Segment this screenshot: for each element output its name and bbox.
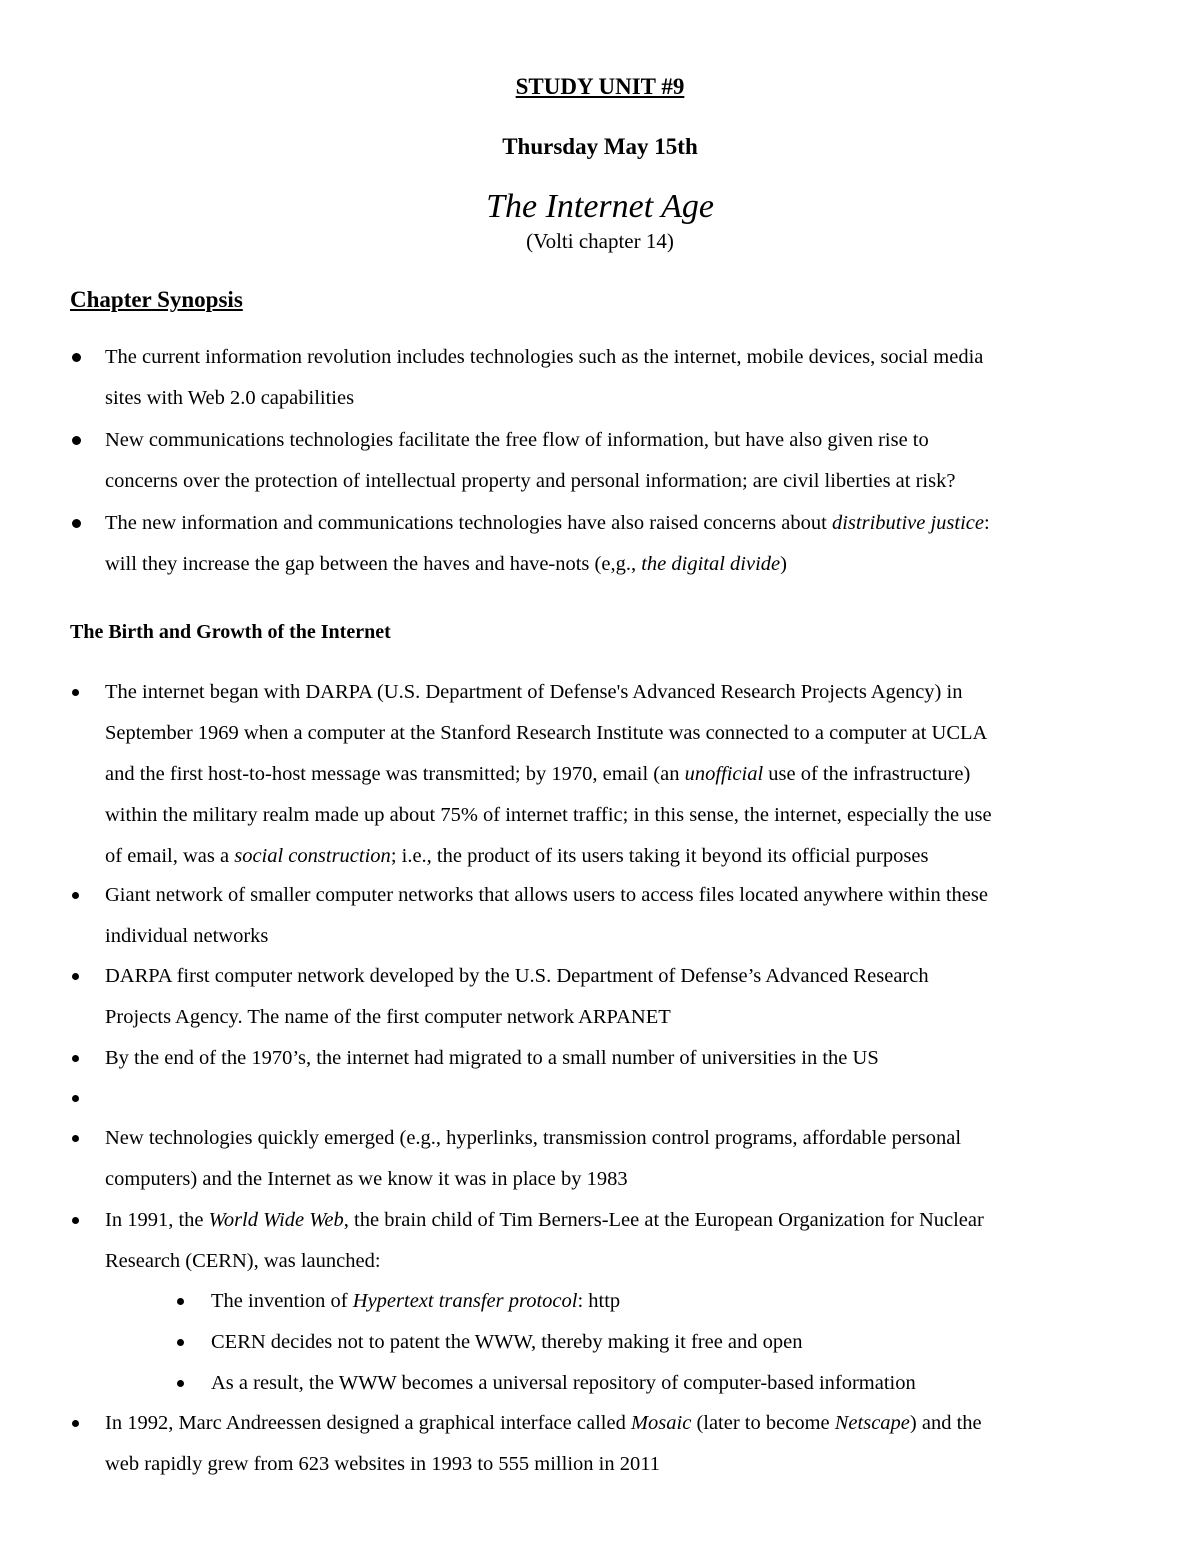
list-item-text: Research (CERN), was launched: xyxy=(105,1250,381,1272)
list-item-text: DARPA first computer network developed by the U.S. Department of Defense’s Advanced Research xyxy=(105,965,929,987)
list-item-text: computers) and the Internet as we know it was in place by 1983 xyxy=(105,1168,628,1190)
list-item-text: In 1992, Marc Andreessen designed a graphical interface called Mosaic (later to become Netscape) and the xyxy=(105,1412,982,1434)
list-item-text: of email, was a social construction; i.e., the product of its users taking it beyond its official purposes xyxy=(105,845,929,867)
list-item-text: By the end of the 1970’s, the internet had migrated to a small number of universities in the US xyxy=(105,1047,879,1069)
sub-list-item xyxy=(211,1322,803,1363)
bullet-icon xyxy=(72,1217,79,1224)
list-item xyxy=(105,503,990,585)
bullet-icon xyxy=(72,353,81,362)
list-item xyxy=(105,1038,879,1079)
emphasis-text: Mosaic xyxy=(630,1412,692,1434)
bullet-icon xyxy=(72,1135,79,1142)
chapter-synopsis-heading: Chapter Synopsis xyxy=(70,287,243,312)
bullet-icon xyxy=(72,689,79,696)
list-item-text: In 1991, the World Wide Web, the brain child of Tim Berners-Lee at the European Organization for Nuclear xyxy=(105,1209,984,1231)
list-item-text: sites with Web 2.0 capabilities xyxy=(105,387,355,409)
list-item-text: concerns over the protection of intellectual property and personal information; are civil liberties at risk? xyxy=(105,470,956,492)
list-item-text: and the first host-to-host message was transmitted; by 1970, email (an unofficial use of the infrastructure) xyxy=(105,763,971,785)
list-item xyxy=(105,956,929,1038)
list-item xyxy=(105,875,988,957)
list-item xyxy=(105,672,992,877)
list-item-text: The internet began with DARPA (U.S. Department of Defense's Advanced Research Projects Agency) in xyxy=(105,681,963,703)
emphasis-text: the digital divide xyxy=(641,553,781,575)
list-item-text: will they increase the gap between the haves and have-nots (e,g., the digital divide) xyxy=(105,553,787,575)
bullet-icon xyxy=(177,1380,184,1387)
list-item-text: individual networks xyxy=(105,925,269,947)
bullet-icon xyxy=(72,1420,79,1427)
bullet-icon xyxy=(177,1339,184,1346)
emphasis-text: unofficial xyxy=(684,763,764,785)
list-item xyxy=(105,1200,984,1282)
list-item-text: September 1969 when a computer at the Stanford Research Institute was connected to a computer at UCLA xyxy=(105,722,988,744)
sub-list-item xyxy=(211,1281,620,1322)
list-item-text: The current information revolution includes technologies such as the internet, mobile devices, social media xyxy=(105,346,984,368)
list-item-text: The new information and communications technologies have also raised concerns about distributive justice: xyxy=(105,512,990,534)
list-item xyxy=(105,420,955,502)
list-item-text: Giant network of smaller computer networks that allows users to access files located anywhere within these xyxy=(105,884,988,906)
list-item-text: web rapidly grew from 623 websites in 1993 to 555 million in 2011 xyxy=(105,1453,660,1475)
page-subtitle: (Volti chapter 14) xyxy=(526,229,674,253)
list-item xyxy=(105,1403,982,1485)
bullet-icon xyxy=(72,973,79,980)
bullet-icon xyxy=(177,1298,184,1305)
list-item-text: The invention of Hypertext transfer protocol: http xyxy=(211,1290,621,1312)
page-title: The Internet Age xyxy=(486,188,714,225)
bullet-icon xyxy=(72,1055,79,1062)
emphasis-text: social construction xyxy=(234,845,391,867)
list-item-text: CERN decides not to patent the WWW, thereby making it free and open xyxy=(211,1331,803,1353)
list-item-text: New technologies quickly emerged (e.g., hyperlinks, transmission control programs, affordable personal xyxy=(105,1127,962,1149)
emphasis-text: Netscape xyxy=(834,1412,910,1434)
emphasis-text: Hypertext transfer protocol xyxy=(352,1290,578,1312)
list-item-text: Projects Agency. The name of the first computer network ARPANET xyxy=(105,1006,671,1028)
list-item xyxy=(105,337,983,419)
birth-growth-heading: The Birth and Growth of the Internet xyxy=(70,621,391,643)
bullet-icon xyxy=(72,519,81,528)
bullet-icon xyxy=(72,436,81,445)
bullet-icon xyxy=(72,1095,79,1102)
date-heading: Thursday May 15th xyxy=(502,134,698,159)
list-item-text: within the military realm made up about 75% of internet traffic; in this sense, the internet, especially the use xyxy=(105,804,992,826)
list-item-text: As a result, the WWW becomes a universal repository of computer-based information xyxy=(211,1372,916,1394)
emphasis-text: World Wide Web xyxy=(208,1209,344,1231)
study-unit-title: STUDY UNIT #9 xyxy=(515,74,685,99)
list-item xyxy=(105,1118,961,1200)
list-item-text: New communications technologies facilitate the free flow of information, but have also given rise to xyxy=(105,429,929,451)
bullet-icon xyxy=(72,892,79,899)
sub-list-item xyxy=(211,1363,916,1404)
emphasis-text: distributive justice xyxy=(831,512,984,534)
